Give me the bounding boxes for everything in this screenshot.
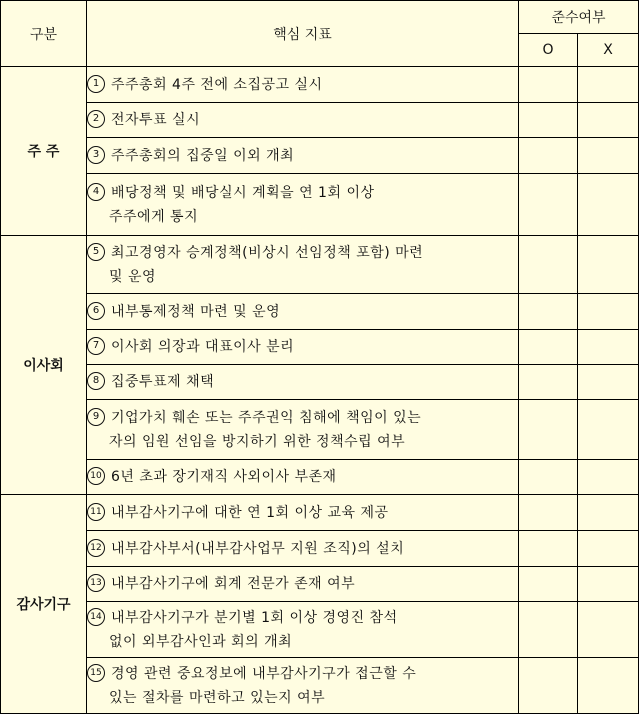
indicator-text: 최고경영자 승계정책(비상시 선임정책 포함) 마련 xyxy=(111,244,424,261)
table-row xyxy=(1,460,639,495)
indicator-cell xyxy=(87,330,519,365)
indicator-text: 내부감사기구에 대한 연 1회 이상 교육 제공 xyxy=(111,504,389,521)
table-row xyxy=(1,138,639,174)
table-row xyxy=(1,602,639,658)
table-row xyxy=(1,365,639,400)
table-row xyxy=(1,567,639,602)
indicator-text: 주주에게 통지 xyxy=(109,208,199,225)
indicator-cell xyxy=(87,567,519,602)
category-cell: 주 주 xyxy=(1,67,87,236)
indicator-line xyxy=(87,501,518,525)
compliance-yes-checkbox-cell[interactable] xyxy=(519,531,578,567)
header-indicator: 핵심 지표 xyxy=(87,1,519,67)
indicator-text: 경영 관련 중요정보에 내부감사기구가 접근할 수 xyxy=(111,665,417,682)
indicator-cell xyxy=(87,400,519,460)
item-number-badge: 3 xyxy=(87,146,105,164)
table-row xyxy=(1,658,639,714)
indicator-line xyxy=(87,606,518,630)
compliance-yes-checkbox-cell[interactable] xyxy=(519,330,578,365)
item-number-badge: 8 xyxy=(87,372,105,390)
header-yes: O xyxy=(519,34,578,67)
item-number-badge: 10 xyxy=(87,467,105,485)
table-row xyxy=(1,294,639,330)
indicator-cell xyxy=(87,495,519,531)
compliance-yes-checkbox-cell[interactable] xyxy=(519,400,578,460)
indicator-cell xyxy=(87,294,519,330)
table-row xyxy=(1,67,639,103)
indicator-line xyxy=(87,406,518,430)
compliance-yes-checkbox-cell[interactable] xyxy=(519,294,578,330)
compliance-no-checkbox-cell[interactable] xyxy=(578,531,639,567)
compliance-no-checkbox-cell[interactable] xyxy=(578,236,639,294)
indicator-cell xyxy=(87,174,519,236)
compliance-yes-checkbox-cell[interactable] xyxy=(519,460,578,495)
indicator-cell xyxy=(87,236,519,294)
indicator-text: 주주총회 4주 전에 소집공고 실시 xyxy=(111,76,323,93)
compliance-no-checkbox-cell[interactable] xyxy=(578,138,639,174)
indicator-text: 내부감사기구에 회계 전문가 존재 여부 xyxy=(111,576,356,592)
indicator-line xyxy=(87,241,518,265)
indicator-cell xyxy=(87,602,519,658)
indicator-cell xyxy=(87,531,519,567)
indicator-line xyxy=(87,73,518,97)
compliance-no-checkbox-cell[interactable] xyxy=(578,103,639,138)
item-number-badge: 1 xyxy=(87,75,105,93)
table-row xyxy=(1,330,639,365)
indicator-text: 및 운영 xyxy=(109,268,157,285)
compliance-no-checkbox-cell[interactable] xyxy=(578,495,639,531)
indicator-text: 내부통제정책 마련 및 운영 xyxy=(111,303,281,320)
compliance-no-checkbox-cell[interactable] xyxy=(578,567,639,602)
compliance-yes-checkbox-cell[interactable] xyxy=(519,103,578,138)
indicator-line xyxy=(87,205,518,229)
item-number-badge: 13 xyxy=(87,574,105,592)
table-row xyxy=(1,103,639,138)
compliance-yes-checkbox-cell[interactable] xyxy=(519,365,578,400)
table-row xyxy=(1,531,639,567)
compliance-no-checkbox-cell[interactable] xyxy=(578,67,639,103)
indicator-line xyxy=(87,370,518,394)
header-category: 구분 xyxy=(1,1,87,67)
indicator-text: 기업가치 훼손 또는 주주권익 침해에 책임이 있는 xyxy=(111,409,422,426)
indicator-text: 이사회 의장과 대표이사 분리 xyxy=(111,339,295,355)
compliance-yes-checkbox-cell[interactable] xyxy=(519,567,578,602)
indicator-line xyxy=(87,572,518,596)
item-number-badge: 12 xyxy=(87,539,105,557)
compliance-yes-checkbox-cell[interactable] xyxy=(519,495,578,531)
table-body xyxy=(1,67,639,714)
indicator-line xyxy=(87,335,518,359)
indicator-line xyxy=(87,686,518,710)
indicator-cell xyxy=(87,103,519,138)
compliance-yes-checkbox-cell[interactable] xyxy=(519,602,578,658)
indicator-text: 내부감사기구가 분기별 1회 이상 경영진 참석 xyxy=(111,609,398,626)
item-number-badge: 9 xyxy=(87,408,105,426)
table-row xyxy=(1,400,639,460)
category-cell: 감사기구 xyxy=(1,495,87,714)
indicator-cell xyxy=(87,460,519,495)
compliance-no-checkbox-cell[interactable] xyxy=(578,174,639,236)
indicator-text: 없이 외부감사인과 회의 개최 xyxy=(109,633,293,650)
indicator-text: 자의 임원 선임을 방지하기 위한 정책수립 여부 xyxy=(109,433,406,450)
indicator-cell xyxy=(87,365,519,400)
compliance-yes-checkbox-cell[interactable] xyxy=(519,236,578,294)
compliance-no-checkbox-cell[interactable] xyxy=(578,602,639,658)
table-row xyxy=(1,236,639,294)
compliance-no-checkbox-cell[interactable] xyxy=(578,460,639,495)
indicator-line xyxy=(87,265,518,289)
indicator-text: 전자투표 실시 xyxy=(111,112,201,128)
indicator-text: 내부감사부서(내부감사업무 지원 조직)의 설치 xyxy=(111,540,405,557)
indicator-text: 6년 초과 장기재직 사외이사 부존재 xyxy=(111,469,337,485)
indicator-line xyxy=(87,630,518,654)
indicator-text: 집중투표제 채택 xyxy=(111,374,215,390)
indicator-line xyxy=(87,430,518,454)
header-compliance: 준수여부 xyxy=(519,1,639,34)
item-number-badge: 6 xyxy=(87,302,105,320)
item-number-badge: 5 xyxy=(87,243,105,261)
indicator-text: 있는 절차를 마련하고 있는지 여부 xyxy=(109,689,326,706)
compliance-no-checkbox-cell[interactable] xyxy=(578,400,639,460)
compliance-no-checkbox-cell[interactable] xyxy=(578,365,639,400)
compliance-yes-checkbox-cell[interactable] xyxy=(519,138,578,174)
compliance-yes-checkbox-cell[interactable] xyxy=(519,67,578,103)
indicator-line xyxy=(87,465,518,489)
indicator-line xyxy=(87,537,518,561)
indicator-line xyxy=(87,662,518,686)
indicator-line xyxy=(87,108,518,132)
compliance-yes-checkbox-cell[interactable] xyxy=(519,174,578,236)
header-no: X xyxy=(578,34,639,67)
indicator-cell xyxy=(87,138,519,174)
indicator-line xyxy=(87,144,518,168)
compliance-no-checkbox-cell[interactable] xyxy=(578,330,639,365)
item-number-badge: 15 xyxy=(87,664,105,682)
indicator-cell xyxy=(87,67,519,103)
table-row xyxy=(1,174,639,236)
compliance-yes-checkbox-cell[interactable] xyxy=(519,658,578,714)
category-cell: 이사회 xyxy=(1,236,87,495)
table-row xyxy=(1,495,639,531)
item-number-badge: 11 xyxy=(87,503,105,521)
indicator-text: 배당정책 및 배당실시 계획을 연 1회 이상 xyxy=(111,184,375,201)
compliance-no-checkbox-cell[interactable] xyxy=(578,294,639,330)
indicator-cell xyxy=(87,658,519,714)
item-number-badge: 14 xyxy=(87,608,105,626)
item-number-badge: 7 xyxy=(87,337,105,355)
indicator-line xyxy=(87,300,518,324)
item-number-badge: 2 xyxy=(87,110,105,128)
item-number-badge: 4 xyxy=(87,183,105,201)
compliance-no-checkbox-cell[interactable] xyxy=(578,658,639,714)
indicator-text: 주주총회의 집중일 이외 개최 xyxy=(111,147,295,164)
indicator-line xyxy=(87,181,518,205)
